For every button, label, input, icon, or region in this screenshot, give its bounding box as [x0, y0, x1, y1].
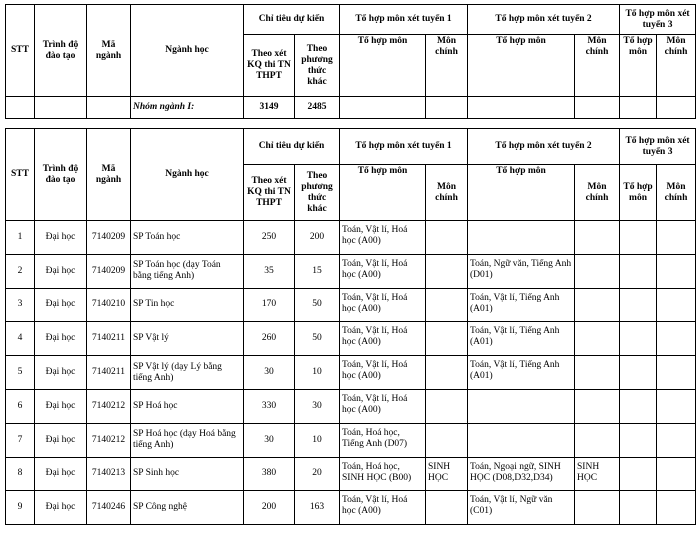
- row-thpt: 30: [244, 356, 295, 390]
- admission-table-header: [5, 4, 696, 119]
- row-to-hop-3: [620, 322, 657, 356]
- header-theo-khac: Theo phương thức khác: [295, 165, 340, 221]
- row-code: 7140210: [87, 288, 131, 322]
- row-khac: 30: [295, 389, 340, 423]
- header-mon-chinh-1: Môn chính: [426, 35, 468, 97]
- header-nganh-hoc: Ngành học: [131, 5, 244, 97]
- row-to-hop-2: Toán, Vật lí, Tiếng Anh (A01): [468, 356, 575, 390]
- row-stt: 7: [6, 423, 35, 457]
- row-thpt: 380: [244, 457, 295, 491]
- header-to-hop-mon-3: Tổ hợp môn: [620, 165, 657, 221]
- row-to-hop-3: [620, 491, 657, 525]
- row-stt: 8: [6, 457, 35, 491]
- row-to-hop-1: Toán, Vật lí, Hoá học (A00): [340, 389, 426, 423]
- row-level: Đại học: [35, 254, 87, 288]
- row-code: 7140212: [87, 389, 131, 423]
- row-mon-chinh-2: [575, 491, 620, 525]
- header-mon-chinh-3: Môn chính: [657, 165, 696, 221]
- row-to-hop-2: Toán, Vật lí, Tiếng Anh (A01): [468, 288, 575, 322]
- row-to-hop-3: [620, 389, 657, 423]
- row-stt: 9: [6, 491, 35, 525]
- row-level: Đại học: [35, 491, 87, 525]
- row-to-hop-1: Toán, Vật lí, Hoá học (A00): [340, 288, 426, 322]
- row-to-hop-2: Toán, Vật lí, Ngữ văn (C01): [468, 491, 575, 525]
- header-mon-chinh-2: Môn chính: [575, 165, 620, 221]
- row-to-hop-3: [620, 221, 657, 255]
- table-row: [6, 457, 696, 491]
- row-to-hop-3: [620, 356, 657, 390]
- row-khac: 200: [295, 221, 340, 255]
- row-to-hop-2: Toán, Ngữ văn, Tiếng Anh (D01): [468, 254, 575, 288]
- row-level: Đại học: [35, 322, 87, 356]
- row-khac: 10: [295, 356, 340, 390]
- header-ma-nganh: Mã ngành: [87, 129, 131, 221]
- row-name: SP Tin học: [131, 288, 244, 322]
- row-to-hop-2: [468, 423, 575, 457]
- row-code: 7140246: [87, 491, 131, 525]
- row-thpt: 30: [244, 423, 295, 457]
- header-to-hop-1: Tổ hợp môn xét tuyển 1: [340, 129, 468, 165]
- row-name: SP Vật lý: [131, 322, 244, 356]
- row-code: 7140211: [87, 322, 131, 356]
- row-thpt: 35: [244, 254, 295, 288]
- row-stt: 4: [6, 322, 35, 356]
- row-code: 7140212: [87, 423, 131, 457]
- row-mon-chinh-1: [426, 389, 468, 423]
- header-trinh-do: Trình độ đào tạo: [35, 5, 87, 97]
- row-name: SP Toán học (dạy Toán bằng tiếng Anh): [131, 254, 244, 288]
- header-stt: STT: [6, 5, 35, 97]
- row-name: SP Toán học: [131, 221, 244, 255]
- row-thpt: 200: [244, 491, 295, 525]
- header-ma-nganh: Mã ngành: [87, 5, 131, 97]
- row-to-hop-1: Toán, Vật lí, Hoá học (A00): [340, 221, 426, 255]
- row-name: SP Vật lý (dạy Lý bằng tiếng Anh): [131, 356, 244, 390]
- row-stt: 1: [6, 221, 35, 255]
- header-to-hop-mon-1: Tổ hợp môn: [340, 35, 426, 97]
- table-row: [6, 322, 696, 356]
- header-nganh-hoc: Ngành học: [131, 129, 244, 221]
- row-name: SP Hoá học: [131, 389, 244, 423]
- row-stt: 3: [6, 288, 35, 322]
- header-trinh-do: Trình độ đào tạo: [35, 129, 87, 221]
- row-to-hop-2: [468, 221, 575, 255]
- row-level: Đại học: [35, 221, 87, 255]
- row-mon-chinh-1: [426, 356, 468, 390]
- row-mon-chinh-2: [575, 322, 620, 356]
- row-mon-chinh-3: [657, 356, 696, 390]
- row-mon-chinh-2: [575, 389, 620, 423]
- group-khac: 2485: [295, 97, 340, 119]
- row-stt: 6: [6, 389, 35, 423]
- header-stt: STT: [6, 129, 35, 221]
- row-code: 7140209: [87, 254, 131, 288]
- row-mon-chinh-2: SINH HỌC: [575, 457, 620, 491]
- row-level: Đại học: [35, 389, 87, 423]
- row-to-hop-1: Toán, Hoá học, Tiếng Anh (D07): [340, 423, 426, 457]
- row-thpt: 250: [244, 221, 295, 255]
- row-mon-chinh-3: [657, 221, 696, 255]
- header-mon-chinh-2: Môn chính: [575, 35, 620, 97]
- row-khac: 163: [295, 491, 340, 525]
- header-theo-thpt: Theo xét KQ thi TN THPT: [244, 165, 295, 221]
- row-mon-chinh-3: [657, 491, 696, 525]
- row-level: Đại học: [35, 457, 87, 491]
- header-to-hop-mon-1: Tổ hợp môn: [340, 165, 426, 221]
- row-mon-chinh-2: [575, 254, 620, 288]
- header-theo-thpt: Theo xét KQ thi TN THPT: [244, 35, 295, 97]
- row-mon-chinh-3: [657, 423, 696, 457]
- row-thpt: 170: [244, 288, 295, 322]
- row-to-hop-3: [620, 423, 657, 457]
- table-row: [6, 288, 696, 322]
- row-khac: 20: [295, 457, 340, 491]
- header-to-hop-3: Tổ hợp môn xét tuyển 3: [620, 5, 696, 35]
- row-to-hop-2: Toán, Vật lí, Tiếng Anh (A01): [468, 322, 575, 356]
- group-thpt: 3149: [244, 97, 295, 119]
- row-code: 7140213: [87, 457, 131, 491]
- row-mon-chinh-1: [426, 221, 468, 255]
- row-name: SP Hoá học (dạy Hoá bằng tiếng Anh): [131, 423, 244, 457]
- row-mon-chinh-3: [657, 322, 696, 356]
- header-to-hop-3: Tổ hợp môn xét tuyển 3: [620, 129, 696, 165]
- row-mon-chinh-3: [657, 457, 696, 491]
- row-mon-chinh-2: [575, 288, 620, 322]
- row-level: Đại học: [35, 288, 87, 322]
- header-to-hop-1: Tổ hợp môn xét tuyển 1: [340, 5, 468, 35]
- row-thpt: 330: [244, 389, 295, 423]
- group-name: Nhóm ngành I:: [131, 97, 244, 119]
- table-row: [6, 389, 696, 423]
- row-thpt: 260: [244, 322, 295, 356]
- row-khac: 10: [295, 423, 340, 457]
- row-to-hop-1: Toán, Vật lí, Hoá học (A00): [340, 322, 426, 356]
- row-mon-chinh-3: [657, 389, 696, 423]
- row-level: Đại học: [35, 356, 87, 390]
- row-to-hop-2: [468, 389, 575, 423]
- row-to-hop-2: Toán, Ngoại ngữ, SINH HỌC (D08,D32,D34): [468, 457, 575, 491]
- table-row: [6, 356, 696, 390]
- row-to-hop-3: [620, 288, 657, 322]
- row-stt: 2: [6, 254, 35, 288]
- row-khac: 15: [295, 254, 340, 288]
- row-name: SP Sinh học: [131, 457, 244, 491]
- row-mon-chinh-2: [575, 423, 620, 457]
- row-mon-chinh-2: [575, 221, 620, 255]
- header-chi-tieu: Chỉ tiêu dự kiến: [244, 5, 340, 35]
- header-theo-khac: Theo phương thức khác: [295, 35, 340, 97]
- table-row: [6, 221, 696, 255]
- row-name: SP Công nghệ: [131, 491, 244, 525]
- row-mon-chinh-2: [575, 356, 620, 390]
- row-mon-chinh-1: [426, 288, 468, 322]
- header-to-hop-mon-3: Tổ hợp môn: [620, 35, 657, 97]
- table-row: [6, 491, 696, 525]
- row-mon-chinh-1: [426, 254, 468, 288]
- row-mon-chinh-1: [426, 491, 468, 525]
- row-to-hop-1: Toán, Hoá học, SINH HỌC (B00): [340, 457, 426, 491]
- row-mon-chinh-3: [657, 254, 696, 288]
- row-level: Đại học: [35, 423, 87, 457]
- row-mon-chinh-3: [657, 288, 696, 322]
- row-stt: 5: [6, 356, 35, 390]
- header-to-hop-mon-2: Tổ hợp môn: [468, 165, 575, 221]
- row-to-hop-3: [620, 254, 657, 288]
- header-mon-chinh-1: Môn chính: [426, 165, 468, 221]
- header-to-hop-mon-2: Tổ hợp môn: [468, 35, 575, 97]
- row-to-hop-3: [620, 457, 657, 491]
- row-to-hop-1: Toán, Vật lí, Hoá học (A00): [340, 491, 426, 525]
- row-khac: 50: [295, 288, 340, 322]
- row-mon-chinh-1: [426, 322, 468, 356]
- header-mon-chinh-3: Môn chính: [657, 35, 696, 97]
- row-khac: 50: [295, 322, 340, 356]
- row-to-hop-1: Toán, Vật lí, Hoá học (A00): [340, 356, 426, 390]
- row-code: 7140211: [87, 356, 131, 390]
- admission-table: [5, 128, 696, 525]
- row-mon-chinh-1: SINH HỌC: [426, 457, 468, 491]
- header-to-hop-2: Tổ hợp môn xét tuyển 2: [468, 129, 620, 165]
- group-row: [6, 97, 696, 119]
- header-chi-tieu: Chỉ tiêu dự kiến: [244, 129, 340, 165]
- row-to-hop-1: Toán, Vật lí, Hoá học (A00): [340, 254, 426, 288]
- row-mon-chinh-1: [426, 423, 468, 457]
- table-row: [6, 254, 696, 288]
- header-to-hop-2: Tổ hợp môn xét tuyển 2: [468, 5, 620, 35]
- table-row: [6, 423, 696, 457]
- row-code: 7140209: [87, 221, 131, 255]
